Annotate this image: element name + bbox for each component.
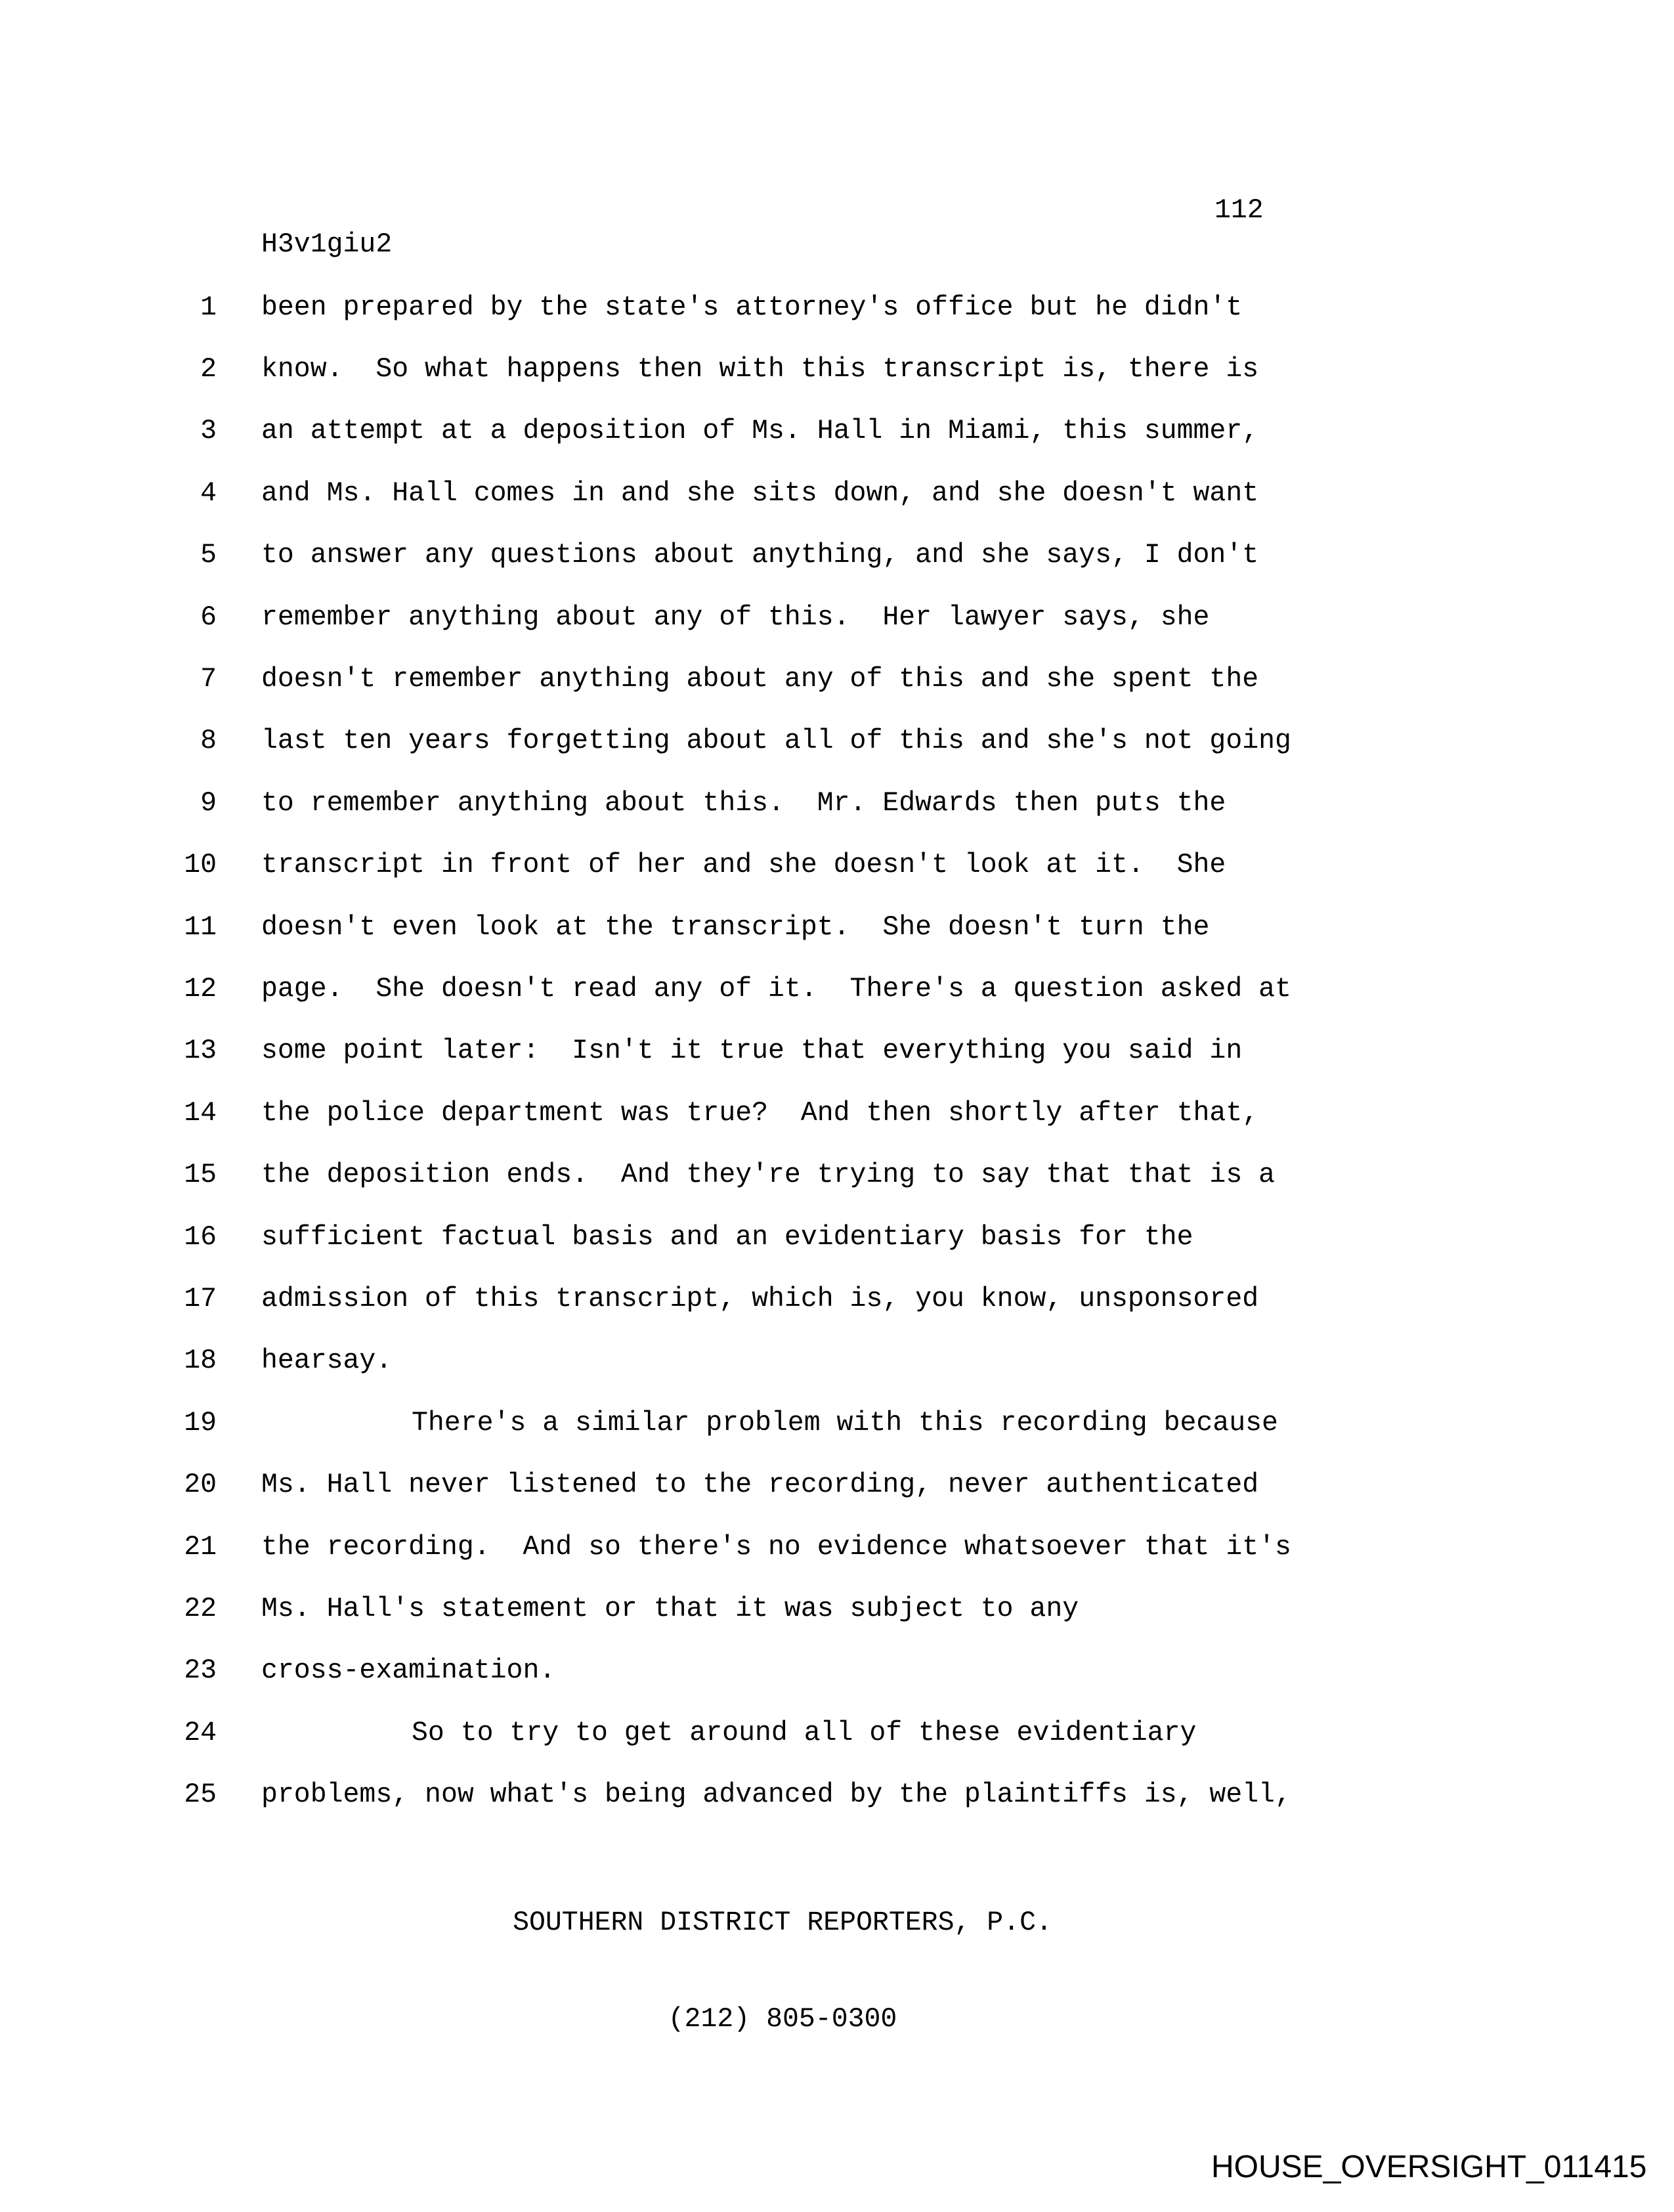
transcript-line bbox=[151, 276, 1530, 338]
line-number: 2 bbox=[200, 354, 217, 385]
line-number: 25 bbox=[184, 1779, 217, 1811]
line-text: Ms. Hall's statement or that it was subject to any bbox=[261, 1593, 1079, 1624]
transcript-line bbox=[151, 1082, 1530, 1144]
line-text: and Ms. Hall comes in and she sits down, and she doesn't want bbox=[261, 477, 1259, 509]
transcript-line bbox=[151, 338, 1530, 400]
transcript-line bbox=[151, 896, 1530, 958]
line-text: admission of this transcript, which is, you know, unsponsored bbox=[261, 1283, 1259, 1314]
line-number: 24 bbox=[184, 1717, 217, 1748]
transcript-line bbox=[151, 1330, 1530, 1392]
line-number: 14 bbox=[184, 1097, 217, 1129]
line-number: 4 bbox=[200, 477, 217, 509]
transcript-line bbox=[151, 835, 1530, 896]
line-number: 18 bbox=[184, 1345, 217, 1377]
line-number: 3 bbox=[200, 416, 217, 447]
line-text: some point later: Isn't it true that everything you said in bbox=[261, 1035, 1243, 1067]
line-number: 12 bbox=[184, 973, 217, 1005]
bates-watermark: HOUSE_OVERSIGHT_011415 bbox=[1211, 2150, 1647, 2184]
transcript-body bbox=[151, 276, 1530, 1826]
line-text: remember anything about any of this. Her lawyer says, she bbox=[261, 601, 1210, 633]
line-text: page. She doesn't read any of it. There's a question asked at bbox=[261, 973, 1291, 1005]
line-number: 13 bbox=[184, 1035, 217, 1067]
line-text: cross-examination. bbox=[261, 1655, 556, 1687]
line-text: doesn't even look at the transcript. She doesn't turn the bbox=[261, 911, 1210, 943]
transcript-line bbox=[151, 1020, 1530, 1082]
transcript-line bbox=[151, 1578, 1530, 1639]
line-number: 7 bbox=[200, 664, 217, 695]
line-text: to answer any questions about anything, and she says, I don't bbox=[261, 540, 1259, 571]
line-number: 9 bbox=[200, 787, 217, 819]
transcript-line bbox=[151, 401, 1530, 462]
line-text: the deposition ends. And they're trying to say that that is a bbox=[261, 1160, 1276, 1191]
line-text: hearsay. bbox=[261, 1345, 393, 1377]
transcript-line bbox=[151, 1268, 1530, 1330]
footer-reporter-name: SOUTHERN DISTRICT REPORTERS, P.C. bbox=[513, 1907, 1052, 1938]
line-number: 15 bbox=[184, 1160, 217, 1191]
transcript-line bbox=[151, 525, 1530, 586]
transcript-line bbox=[151, 1206, 1530, 1268]
line-text: Ms. Hall never listened to the recording, never authenticated bbox=[261, 1469, 1259, 1501]
transcript-line bbox=[151, 1640, 1530, 1702]
line-text: know. So what happens then with this transcript is, there is bbox=[261, 354, 1259, 385]
transcript-line bbox=[151, 1516, 1530, 1578]
line-text: doesn't remember anything about any of this and she spent the bbox=[261, 664, 1259, 695]
transcript-line bbox=[151, 1454, 1530, 1515]
line-number: 11 bbox=[184, 911, 217, 943]
session-id: H3v1giu2 bbox=[261, 229, 393, 260]
line-number: 5 bbox=[200, 540, 217, 571]
transcript-line bbox=[151, 772, 1530, 834]
line-number: 17 bbox=[184, 1283, 217, 1314]
line-number: 6 bbox=[200, 601, 217, 633]
line-text: last ten years forgetting about all of this and she's not going bbox=[261, 726, 1291, 757]
line-text: problems, now what's being advanced by the plaintiffs is, well, bbox=[261, 1779, 1291, 1811]
line-number: 16 bbox=[184, 1221, 217, 1253]
transcript-line bbox=[151, 1702, 1530, 1764]
line-text: an attempt at a deposition of Ms. Hall in Miami, this summer, bbox=[261, 416, 1259, 447]
transcript-line bbox=[151, 958, 1530, 1020]
line-number: 19 bbox=[184, 1407, 217, 1439]
transcript-line bbox=[151, 648, 1530, 710]
line-text: sufficient factual basis and an evidentiary basis for the bbox=[261, 1221, 1193, 1253]
transcript-line bbox=[151, 1392, 1530, 1454]
page-number: 112 bbox=[1214, 195, 1264, 226]
line-text: There's a similar problem with this recording because bbox=[412, 1407, 1278, 1439]
line-number: 21 bbox=[184, 1531, 217, 1563]
transcript-line bbox=[151, 1764, 1530, 1825]
line-text: So to try to get around all of these evidentiary bbox=[412, 1717, 1197, 1748]
line-text: to remember anything about this. Mr. Edwards then puts the bbox=[261, 787, 1226, 819]
line-number: 1 bbox=[200, 292, 217, 323]
reporter-footer bbox=[261, 1842, 1304, 2100]
line-text: transcript in front of her and she doesn't look at it. She bbox=[261, 850, 1226, 881]
line-number: 10 bbox=[184, 850, 217, 881]
transcript-line bbox=[151, 710, 1530, 772]
transcript-line bbox=[151, 1144, 1530, 1205]
line-text: been prepared by the state's attorney's office but he didn't bbox=[261, 292, 1243, 323]
line-number: 23 bbox=[184, 1655, 217, 1687]
line-text: the recording. And so there's no evidence whatsoever that it's bbox=[261, 1531, 1291, 1563]
transcript-line bbox=[151, 586, 1530, 648]
line-number: 22 bbox=[184, 1593, 217, 1624]
line-number: 8 bbox=[200, 726, 217, 757]
line-number: 20 bbox=[184, 1469, 217, 1501]
line-text: the police department was true? And then shortly after that, bbox=[261, 1097, 1259, 1129]
transcript-line bbox=[151, 462, 1530, 524]
footer-phone: (212) 805-0300 bbox=[668, 2004, 897, 2035]
